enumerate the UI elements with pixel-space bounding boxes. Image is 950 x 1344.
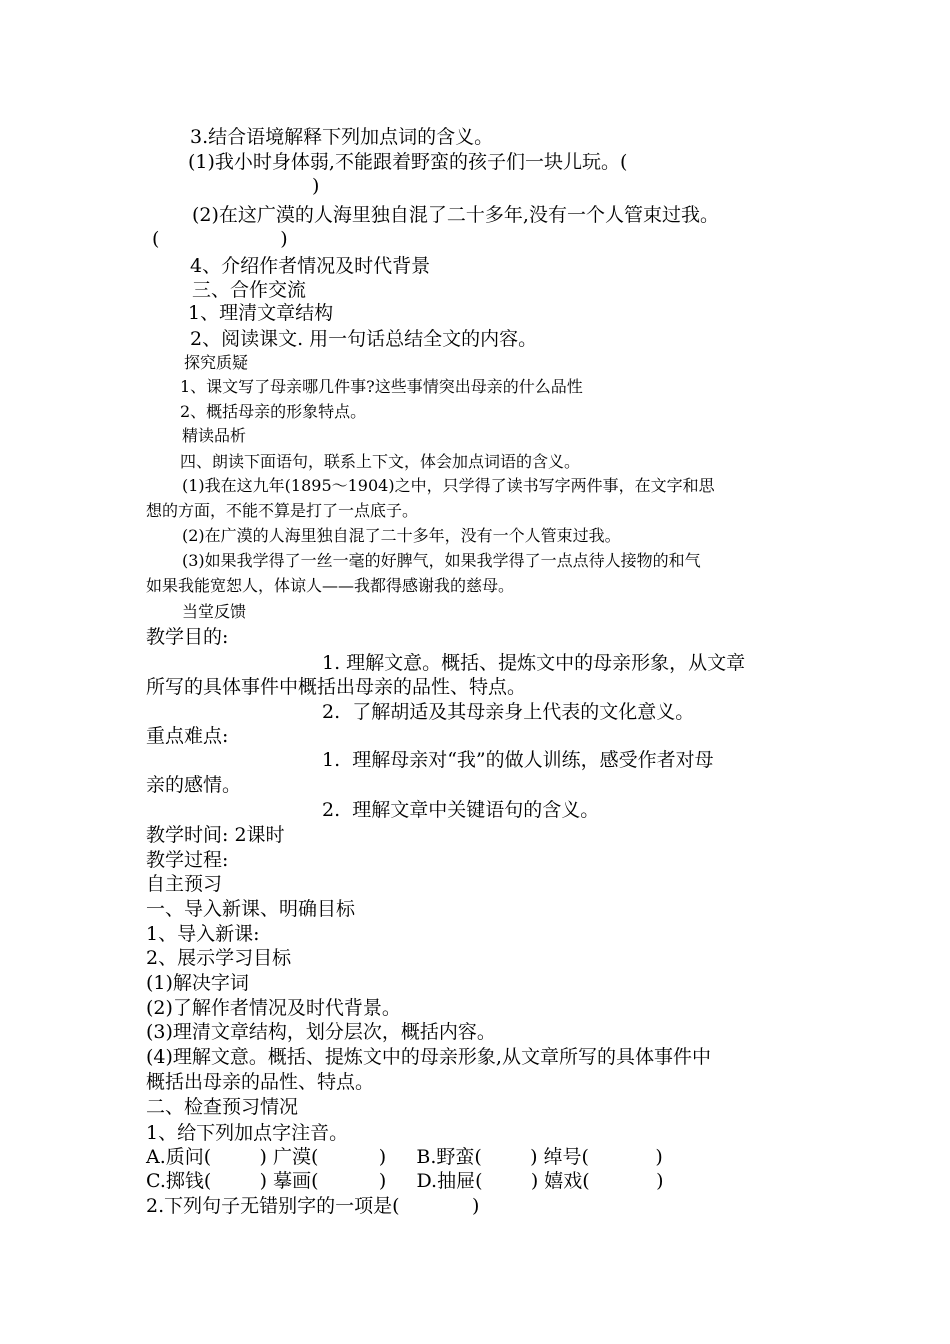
text-line: ( )	[152, 228, 288, 250]
text-line: 所写的具体事件中概括出母亲的品性、特点。	[146, 676, 527, 698]
section-heading: 一、导入新课、明确目标	[146, 898, 356, 920]
text-line: 2.下列句子无错别字的一项是( )	[146, 1195, 480, 1217]
text-line: C.掷钱( ) 摹画( ) D.抽屉( ) 嬉戏( )	[146, 1170, 664, 1192]
text-line: 教学时间: 2课时	[146, 824, 285, 846]
section-heading: 当堂反馈	[182, 602, 247, 621]
section-heading: 自主预习	[146, 873, 223, 895]
text-line: (2)在这广漠的人海里独自混了二十多年,没有一个人管束过我。	[192, 204, 719, 226]
text-line: 1. 理解文意。概括、提炼文中的母亲形象，从文章	[322, 652, 746, 674]
section-heading: 教学过程:	[146, 849, 229, 871]
section-heading: 二、检查预习情况	[146, 1096, 299, 1118]
text-line: (1)我在这九年(1895～1904)之中，只学得了读书写字两件事，在文字和思	[182, 476, 715, 495]
section-heading: 探究质疑	[184, 353, 249, 372]
text-line: (4)理解文意。概括、提炼文中的母亲形象,从文章所写的具体事件中	[146, 1046, 711, 1068]
text-line: 1、课文写了母亲哪几件事?这些事情突出母亲的什么品性	[180, 377, 583, 396]
text-line: 想的方面，不能不算是打了一点底子。	[146, 501, 419, 520]
text-line: 如果我能宽恕人，体谅人——我都得感谢我的慈母。	[146, 576, 515, 595]
text-line: 2. 了解胡适及其母亲身上代表的文化意义。	[322, 701, 695, 723]
text-line: (1)我小时身体弱,不能跟着野蛮的孩子们一块儿玩。(	[188, 151, 628, 173]
text-line: 亲的感情。	[146, 774, 242, 796]
section-heading: 精读品析	[182, 426, 247, 445]
text-line: 2、阅读课文. 用一句话总结全文的内容。	[190, 328, 538, 350]
text-line: 1、导入新课:	[146, 923, 260, 945]
section-heading: 教学目的:	[146, 626, 229, 648]
text-line: 2、概括母亲的形象特点。	[180, 402, 367, 421]
text-line: A.质问( ) 广漠( ) B.野蛮( ) 绰号( )	[146, 1146, 663, 1168]
text-line: 4、介绍作者情况及时代背景	[190, 255, 431, 277]
text-line: (3)如果我学得了一丝一毫的好脾气，如果我学得了一点点待人接物的和气	[182, 551, 701, 570]
text-line: 2、展示学习目标	[146, 947, 292, 969]
text-line: (2)了解作者情况及时代背景。	[146, 997, 401, 1019]
section-heading: 重点难点:	[146, 725, 229, 747]
text-line: 四、朗读下面语句，联系上下文，体会加点词语的含义。	[180, 452, 581, 471]
text-line: 3.结合语境解释下列加点词的含义。	[190, 126, 494, 148]
text-line: (3)理清文章结构，划分层次，概括内容。	[146, 1021, 496, 1043]
text-line: 三、合作交流	[192, 279, 307, 301]
text-line: 1、理清文章结构	[188, 302, 334, 324]
text-line: 2. 理解文章中关键语句的含义。	[322, 799, 600, 821]
text-line: (1)解决字词	[146, 972, 249, 994]
text-line: (2)在广漠的人海里独自混了二十多年，没有一个人管束过我。	[182, 526, 621, 545]
text-line: 1. 理解母亲对“我”的做人训练，感受作者对母	[322, 749, 714, 771]
text-line: 概括出母亲的品性、特点。	[146, 1071, 375, 1093]
text-line: 1、给下列加点字注音。	[146, 1122, 349, 1144]
text-line: )	[312, 175, 320, 197]
